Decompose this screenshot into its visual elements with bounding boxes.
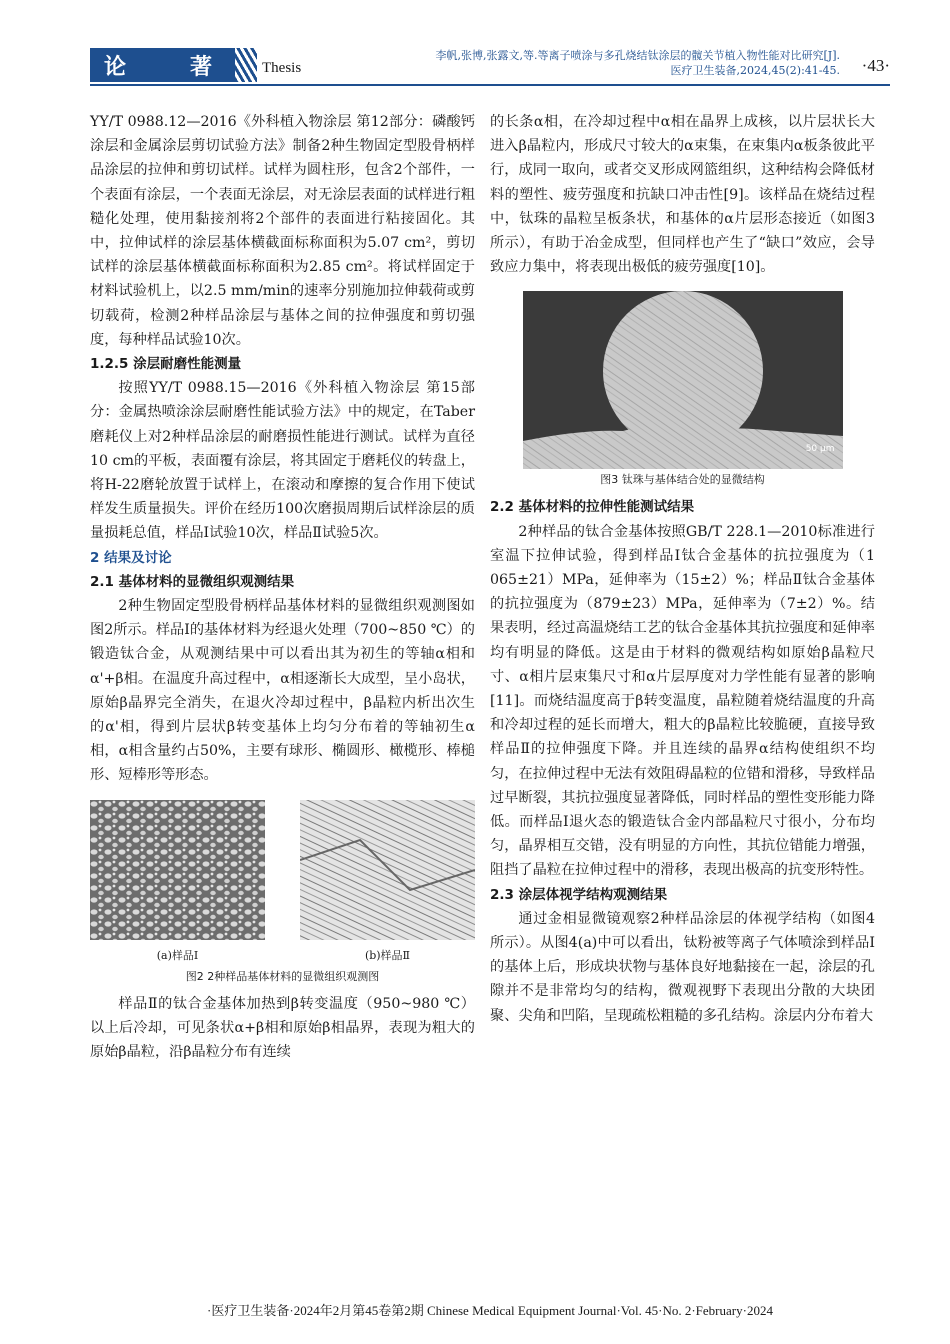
left-column [90, 110, 475, 1065]
citation [390, 48, 840, 78]
micrograph-sample-1 [90, 800, 265, 940]
citation-line-1: 李帆,张博,张露文,等.等离子喷涂与多孔烧结钛涂层的髋关节植入物性能对比研究[J]. [435, 49, 840, 62]
section-english: Thesis [262, 60, 302, 76]
heading-2: 2 结果及讨论 [90, 549, 172, 566]
paragraph: 通过金相显微镜观察2种样品涂层的体视学结构（如图4所示）。从图4(a)中可以看出，钛粉被等离子气体喷涂到样品Ⅰ的基体上后，形成块状物与基体良好地黏接在一起，涂层的孔隙并不是非常均匀的结构，微观视野下表现出分散的大块团聚、尖角和凹陷，呈现疏松粗糙的多孔结构。涂层内分布着大 [490, 910, 875, 1024]
micrograph-sample-2 [300, 800, 475, 940]
heading-2-3: 2.3 涂层体视学结构观测结果 [490, 886, 668, 903]
heading-2-2: 2.2 基体材料的拉伸性能测试结果 [490, 499, 695, 516]
figure-2b-caption: (b)样品Ⅱ [364, 948, 411, 962]
header-stripes-decoration [235, 48, 257, 82]
heading-1-2-5: 1.2.5 涂层耐磨性能测量 [90, 356, 242, 373]
heading-2-1: 2.1 基体材料的显微组织观测结果 [90, 573, 295, 590]
scale-bar-label: 50 μm [805, 444, 835, 455]
figure-2-caption: 图2 2种样品基体材料的显微组织观测图 [185, 969, 380, 983]
section-tag-char-2: 著 [190, 55, 213, 80]
figure-3 [490, 291, 875, 489]
page-header [90, 46, 890, 86]
section-tag [90, 48, 240, 82]
micrograph-bead-interface [523, 291, 843, 469]
paragraph: 按照YY/T 0988.15—2016《外科植入物涂层 第15部分：金属热喷涂涂层耐磨性能试验方法》中的规定，在Taber磨耗仪上对2种样品涂层的耐磨损性能进行测试。试样为直径10 cm的平板，表面覆有涂层，将其固定于磨耗仪的转盘上，将H-22磨轮放置于试样上，在滚动和摩擦的复合作用下使试样发生质量损失。评价在经历100次磨损周期后试样涂层的质量损耗总值，样品Ⅰ试验10次，样品Ⅱ试验5次。 [90, 380, 475, 542]
paragraph: 2种生物固定型股骨柄样品基体材料的显微组织观测图如图2所示。样品Ⅰ的基体材料为经退火处理（700~850 ℃）的锻造钛合金，从观测结果中可以看出其为初生的等轴α相和α'+β相。在温度升高过程中，α相逐渐长大成型，呈小岛状，原始β晶界完全消失，在退火冷却过程中，β晶粒内析出次生的α'相，得到片层状β转变基体上均匀分布着的等轴初生α相，α相含量约占50%，主要有球形、椭圆形、橄榄形、棒槌形、短棒形等形态。 [90, 598, 475, 784]
figure-2a-caption: (a)样品Ⅰ [156, 948, 199, 962]
figure-2 [90, 800, 475, 986]
figure-3-caption: 图3 钛珠与基体结合处的显微结构 [600, 473, 765, 487]
paragraph: YY/T 0988.12—2016《外科植入物涂层 第12部分：磷酸钙涂层和金属涂层剪切试验方法》制备2种生物固定型股骨柄样品涂层的拉伸和剪切试样。试样为圆柱形，包含2个部件，一个表面有涂层，一个表面无涂层，对无涂层表面的试样进行粗糙化处理，使用黏接剂将2个部件的表面进行粘接固化。其中，拉伸试样的涂层基体横截面标称面积为5.07 cm²，剪切试样的涂层基体横截面标称面积为2.85 cm²。将试样固定于材料试验机上，以2.5 mm/min的速率分别施加拉伸载荷或剪切载荷，检测2种样品涂层与基体之间的拉伸强度和剪切强度，每种样品试验10次。 [90, 114, 475, 348]
paragraph: 样品Ⅱ的钛合金基体加热到β转变温度（950~980 ℃）以上后冷却，可见条状α+β相和原始β相晶界，表现为粗大的原始β晶粒，沿β晶粒分布有连续 [90, 995, 475, 1061]
header-rule [90, 84, 890, 86]
page-footer: ·医疗卫生装备·2024年2月第45卷第2期 Chinese Medical Equipment Journal·Vol. 45·No. 2·February·2024 [207, 1303, 773, 1318]
paragraph: 2种样品的钛合金基体按照GB/T 228.1—2010标准进行室温下拉伸试验，得到样品Ⅰ钛合金基体的抗拉强度为（1 065±21）MPa，延伸率为（15±2）%；样品Ⅱ钛合金基体的抗拉强度为（879±23）MPa，延伸率为（7±2）%。结果表明，经过高温烧结工艺的钛合金基体其抗拉强度和延伸率均有明显的降低。这是由于材料的微观结构如原始β晶粒尺寸、α相片层束集尺寸和α片层厚度对力学性能有显著的影响[11]。而烧结温度高于β转变温度，晶粒随着烧结温度的升高和冷却过程的延长而增大，粗大的β晶粒比较脆硬，直接导致样品Ⅱ的拉伸强度下降。并且连续的晶界α结构使组织不均匀，在拉伸过程中无法有效阻碍晶粒的位错和滑移，导致样品过早断裂，其抗拉强度显著降低，同时样品的塑性变形能力降低。而样品Ⅰ退火态的锻造钛合金内部晶粒尺寸很小，分布均匀，晶界相互交错，没有明显的方向性，其抗位错能力增强，阻挡了晶粒在拉伸过程中的滑移，表现出极高的抗变形特性。 [490, 523, 875, 879]
paragraph: 的长条α相，在冷却过程中α相在晶界上成核，以片层状长大进入β晶粒内，形成尺寸较大的α束集，在束集内α板条彼此平行，成同一取向，或者交叉形成网篮组织，这种结构会降低材料的塑性、疲劳强度和抗缺口冲击性[9]。该样品在烧结过程中，钛珠的晶粒呈板条状，和基体的α片层形态接近（如图3所示），有助于冶金成型，但同样也产生了“缺口”效应，会导致应力集中，将表现出极低的疲劳强度[10]。 [490, 114, 875, 276]
right-column [490, 110, 875, 1028]
section-tag-char-1: 论 [104, 55, 127, 80]
page-number: ·43· [861, 56, 890, 75]
citation-line-2: 医疗卫生装备,2024,45(2):41-45. [670, 64, 840, 77]
